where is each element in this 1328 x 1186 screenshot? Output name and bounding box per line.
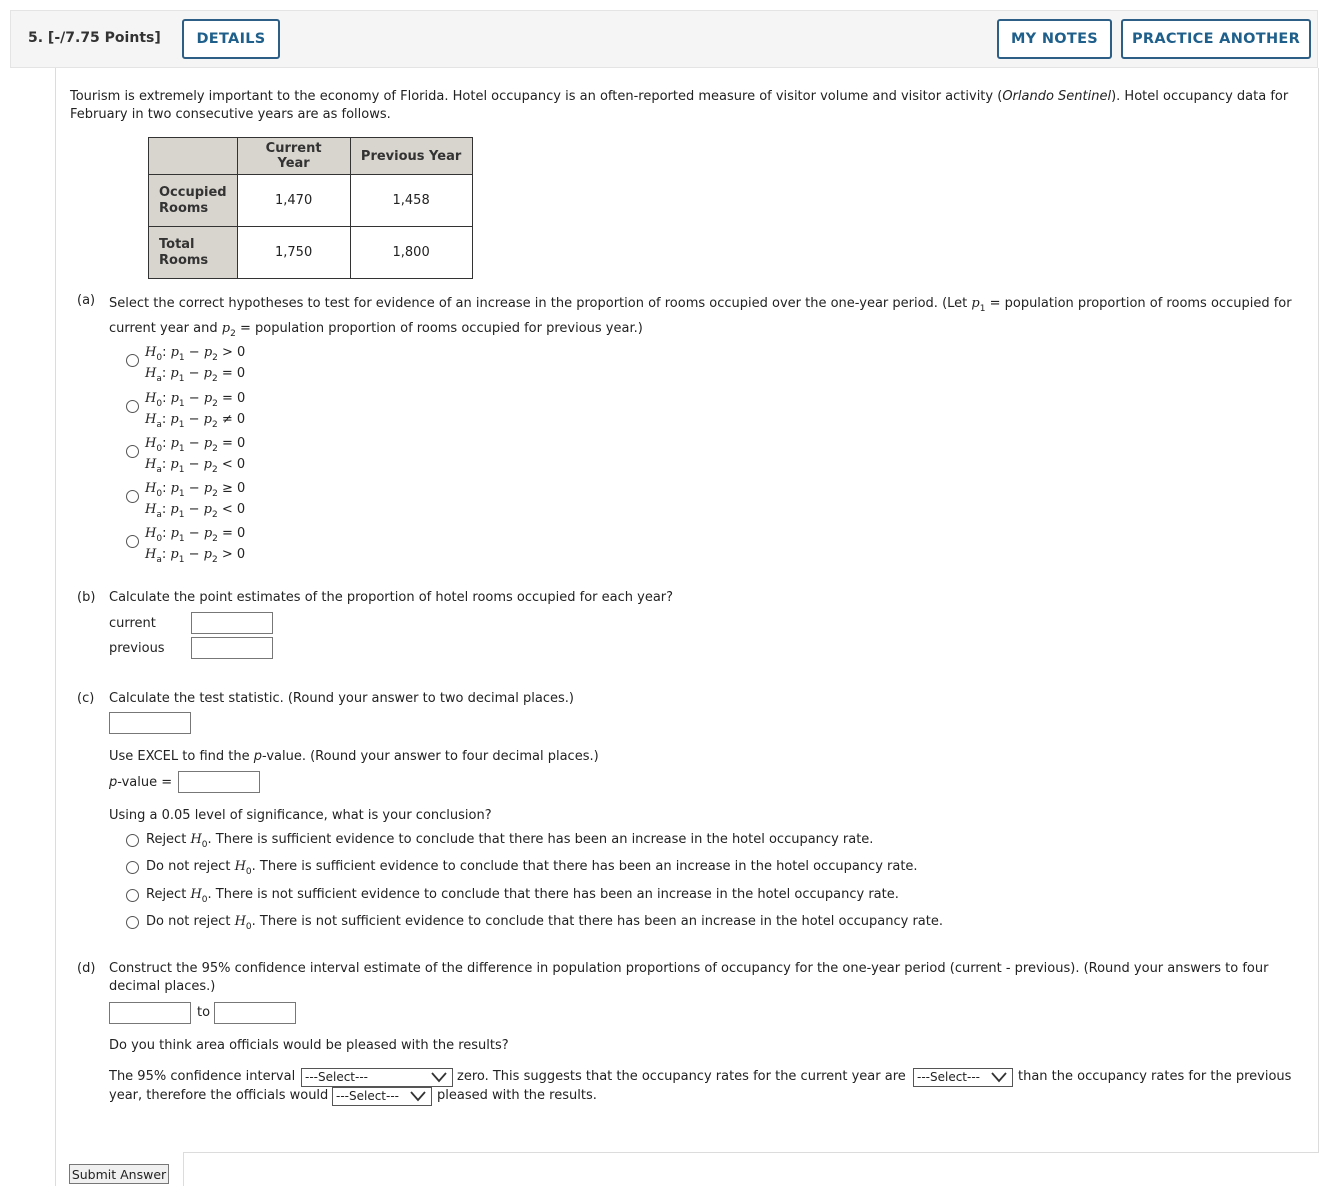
intro-line1b: ). Hotel occupancy data for bbox=[1111, 89, 1289, 104]
intro-text bbox=[70, 88, 1310, 124]
ci-lower-input[interactable] bbox=[109, 1002, 191, 1024]
hypothesis-radio-5[interactable] bbox=[126, 535, 139, 548]
part-b-question: Calculate the point estimates of the proportion of hotel rooms occupied for each year? bbox=[109, 590, 674, 605]
intro-line1a: Tourism is extremely important to the economy of Florida. Hotel occupancy is an often-reported measure of visitor volume and visitor activity ( bbox=[70, 89, 1003, 104]
details-button[interactable]: DETAILS bbox=[182, 19, 280, 59]
row-header: Occupied Rooms bbox=[149, 175, 238, 227]
question-header bbox=[10, 10, 1318, 68]
col-header-current: Current Year bbox=[237, 138, 350, 175]
content-right-border bbox=[1318, 68, 1319, 1152]
practice-another-button[interactable]: PRACTICE ANOTHER bbox=[1121, 19, 1311, 59]
current-label: current bbox=[109, 616, 156, 631]
hypothesis-radio-1[interactable] bbox=[126, 354, 139, 367]
conclusion-radio-2[interactable] bbox=[126, 861, 139, 874]
intro-line2: February in two consecutive years are as follows. bbox=[70, 107, 391, 122]
table-corner bbox=[149, 138, 238, 175]
hypothesis-radio-2[interactable] bbox=[126, 400, 139, 413]
hypothesis-option-2: $H_0$: $p_1 - p_2 = 0$ $H_a$: $p_1 - p_2 \ne 0$ bbox=[145, 391, 246, 430]
part-d-question: Construct the 95% confidence interval estimate of the difference in population proportions of occupancy for the one-year period (current - previous). (Round your answers to four decimal places.) bbox=[109, 961, 1269, 994]
cell-current: 1,750 bbox=[237, 227, 350, 279]
occupancy-table bbox=[148, 137, 473, 279]
table-row bbox=[149, 175, 473, 227]
part-c-tag: (c) bbox=[77, 691, 95, 706]
hypothesis-option-3: $H_0$: $p_1 - p_2 = 0$ $H_a$: $p_1 - p_2 < 0$ bbox=[145, 436, 246, 475]
sentence-part3: than the occupancy rates for the previous bbox=[1018, 1069, 1292, 1084]
submit-answer-button[interactable]: Submit Answer bbox=[69, 1164, 169, 1184]
chevron-down-icon bbox=[990, 1070, 1008, 1084]
previous-label: previous bbox=[109, 641, 165, 656]
conclusion-option-3: Reject $H_0$. There is not sufficient evidence to conclude that there has been an increase in the hotel occupancy rate. bbox=[146, 887, 899, 905]
part-a-tag: (a) bbox=[77, 293, 96, 308]
excel-instruction: Use EXCEL to find the p-value. (Round your answer to four decimal places.) bbox=[109, 749, 599, 764]
cell-previous: 1,800 bbox=[350, 227, 472, 279]
pvalue-input[interactable] bbox=[178, 771, 260, 793]
officials-pleased-select[interactable]: ---Select--- bbox=[332, 1087, 432, 1106]
conclusion-radio-1[interactable] bbox=[126, 834, 139, 847]
sentence-part1: The 95% confidence interval bbox=[109, 1069, 296, 1084]
part-a-question: Select the correct hypotheses to test for evidence of an increase in the proportion of rooms occupied over the one-year period. (Let $p_1$ = population proportion of rooms occupied for current year and $p_2$ = population proportion of rooms occupied for previous year.) bbox=[109, 296, 1292, 339]
sentence-part2: zero. This suggests that the occupancy rates for the current year are bbox=[457, 1069, 906, 1084]
row-header: Total Rooms bbox=[149, 227, 238, 279]
content-bottom-corner bbox=[183, 1152, 184, 1186]
ci-to-label: to bbox=[197, 1005, 211, 1020]
hypothesis-option-1: $H_0$: $p_1 - p_2 > 0$ $H_a$: $p_1 - p_2 = 0$ bbox=[145, 345, 246, 384]
conclusion-option-4: Do not reject $H_0$. There is not sufficient evidence to conclude that there has been an increase in the hotel occupancy rate. bbox=[146, 914, 943, 932]
ci-relation-select[interactable]: ---Select--- bbox=[301, 1068, 453, 1087]
conclusion-option-2: Do not reject $H_0$. There is sufficient evidence to conclude that there has been an increase in the hotel occupancy rate. bbox=[146, 859, 918, 877]
conclusion-question: Using a 0.05 level of significance, what is your conclusion? bbox=[109, 808, 492, 823]
ci-upper-input[interactable] bbox=[214, 1002, 296, 1024]
my-notes-button[interactable]: MY NOTES bbox=[997, 19, 1112, 59]
conclusion-radio-4[interactable] bbox=[126, 916, 139, 929]
intro-source: Orlando Sentinel bbox=[1002, 89, 1112, 104]
hypothesis-radio-3[interactable] bbox=[126, 445, 139, 458]
content-bottom-border bbox=[183, 1152, 1319, 1153]
table-row bbox=[149, 227, 473, 279]
hypothesis-option-4: $H_0$: $p_1 - p_2 \ge 0$ $H_a$: $p_1 - p_2 < 0$ bbox=[145, 481, 246, 520]
cell-current: 1,470 bbox=[237, 175, 350, 227]
content-left-border bbox=[55, 68, 56, 1186]
sentence-part5: pleased with the results. bbox=[437, 1088, 597, 1103]
cell-previous: 1,458 bbox=[350, 175, 472, 227]
hypothesis-option-5: $H_0$: $p_1 - p_2 = 0$ $H_a$: $p_1 - p_2 > 0$ bbox=[145, 526, 246, 565]
col-header-previous: Previous Year bbox=[350, 138, 472, 175]
question-points: 5. [-/7.75 Points] bbox=[28, 30, 161, 46]
occupancy-comparison-select[interactable]: ---Select--- bbox=[913, 1068, 1013, 1087]
previous-estimate-input[interactable] bbox=[191, 637, 273, 659]
chevron-down-icon bbox=[409, 1089, 427, 1103]
pleased-question: Do you think area officials would be pleased with the results? bbox=[109, 1038, 509, 1053]
test-statistic-input[interactable] bbox=[109, 712, 191, 734]
part-b-tag: (b) bbox=[77, 590, 96, 605]
hypothesis-radio-4[interactable] bbox=[126, 490, 139, 503]
conclusion-option-1: Reject $H_0$. There is sufficient evidence to conclude that there has been an increase in the hotel occupancy rate. bbox=[146, 832, 874, 850]
part-c-question: Calculate the test statistic. (Round your answer to two decimal places.) bbox=[109, 691, 574, 706]
part-d-tag: (d) bbox=[77, 961, 96, 976]
pvalue-label: p-value = bbox=[109, 775, 173, 790]
sentence-part4: year, therefore the officials would bbox=[109, 1088, 329, 1103]
current-estimate-input[interactable] bbox=[191, 612, 273, 634]
chevron-down-icon bbox=[430, 1070, 448, 1084]
conclusion-radio-3[interactable] bbox=[126, 889, 139, 902]
